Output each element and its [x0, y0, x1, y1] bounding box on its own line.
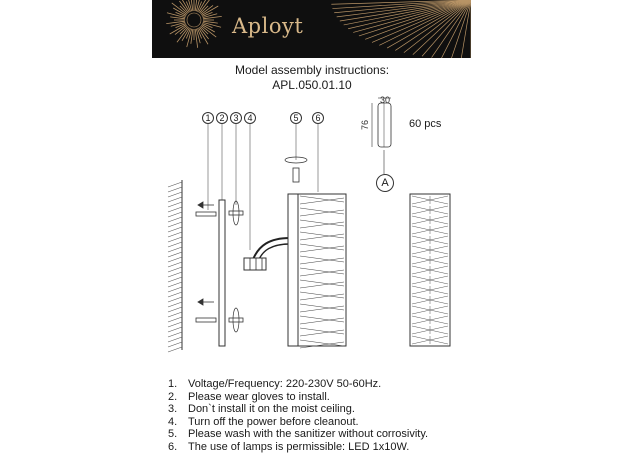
- list-item: 1. Voltage/Frequency: 220-230V 50-60Hz.: [168, 378, 382, 390]
- callout-1: 1: [202, 112, 214, 124]
- part-width-dimension: 30: [380, 95, 391, 105]
- callout-3: 3: [230, 112, 242, 124]
- part-label-a: A: [376, 174, 394, 192]
- callout-4: 4: [244, 112, 256, 124]
- page-title: Model assembly instructions:: [234, 63, 390, 77]
- part-height-dimension: 76: [360, 119, 371, 131]
- list-item: 2. Please wear gloves to install.: [168, 390, 330, 403]
- crystal-part-a: [372, 98, 391, 174]
- list-item: 6. The use of lamps is permissible: LED 1x10W.: [168, 440, 410, 453]
- callout-5: 5: [290, 112, 302, 124]
- lamp-front-view: [410, 194, 450, 346]
- callout-2: 2: [216, 112, 228, 124]
- wall-hatch: [168, 180, 182, 352]
- callout-6: 6: [312, 112, 324, 124]
- list-item: 4. Turn off the power before cleanout.: [168, 415, 359, 428]
- brand-logo: Aployt: [232, 14, 304, 38]
- list-item: 3. Don`t install it on the moist ceiling.: [168, 403, 355, 416]
- list-item: 5. Please wash with the sanitizer without corrosivity.: [168, 428, 429, 441]
- lamp-side-view: [288, 194, 346, 348]
- model-number: APL.050.01.10: [272, 78, 352, 92]
- instructions-list: [168, 378, 428, 454]
- part-quantity: 60 pcs: [409, 118, 442, 130]
